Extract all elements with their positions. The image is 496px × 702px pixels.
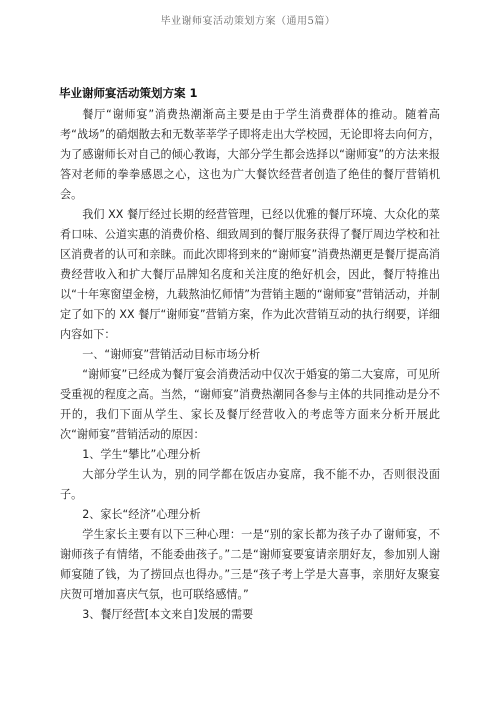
section-title: 毕业谢师宴活动策划方案 1 [59, 86, 198, 100]
section-heading: 一、“谢师宴”营销活动目标市场分析 [82, 348, 261, 361]
section-heading: 3、餐厅经营[本文来自]发展的需要 [82, 608, 254, 621]
document-title: 毕业谢师宴活动策划方案（通用5篇） [160, 16, 336, 27]
document-body [60, 86, 440, 625]
body-paragraph: 大部分学生认为，别的同学都在饭店办宴席，我不能不办，否则很没面子。 [60, 468, 440, 501]
body-paragraph: “谢师宴”已经成为餐厅宴会消费活动中仅次于婚宴的第二大宴席，可见所受重视的程度之高。当然，“谢师宴”消费热潮同各参与主体的共同推动是分不开的，我们下面从学生、家长及餐厅经营收入的考虑等方面来分析开展此次“谢师宴”营销活动的原因： [60, 368, 440, 441]
body-paragraph: 我们 XX 餐厅经过长期的经营管理，已经以优雅的餐厅环境、大众化的菜肴口味、公道实惠的消费价格、细致周到的餐厅服务获得了餐厅周边学校和社区消费者的认可和亲睐。而此次即将到来的“谢师宴”消费热潮更是餐厅提高消费经营收入和扩大餐厅品牌知名度和关注度的绝好机会，因此，餐厅特推出以“十年寒窗望金榜，九载熬油忆师情”为营销主题的“谢师宴”营销活动，并制定了如下的 XX 餐厅“谢师宴”营销方案，作为此次营销互动的执行纲要，详细内容如下： [60, 208, 440, 341]
section-heading: 1、学生“攀比”心理分析 [82, 448, 201, 461]
body-blocks [60, 105, 440, 625]
body-paragraph: 餐厅“谢师宴”消费热潮渐高主要是由于学生消费群体的推动。随着高考“战场”的硝烟散去和无数莘莘学子即将走出大学校园，无论即将去向何方，为了感谢师长对自己的倾心教诲，大部分学生都会选择以“谢师宴”的方法来报答对老师的拳拳感恩之心，这也为广大餐饮经营者创造了绝佳的餐厅营销机会。 [60, 108, 440, 201]
section-heading: 2、家长“经济”心理分析 [82, 508, 201, 521]
body-paragraph: 学生家长主要有以下三种心理：一是“别的家长都为孩子办了谢师宴，不谢师孩子有情绪，不能委曲孩子。”二是“谢师宴要宴请亲朋好友，参加别人谢师宴随了钱，为了捞回点也得办。”三是“孩子考上学是大喜事，亲朋好友聚宴庆贺可增加喜庆气氛，也可联络感情。” [60, 528, 440, 601]
